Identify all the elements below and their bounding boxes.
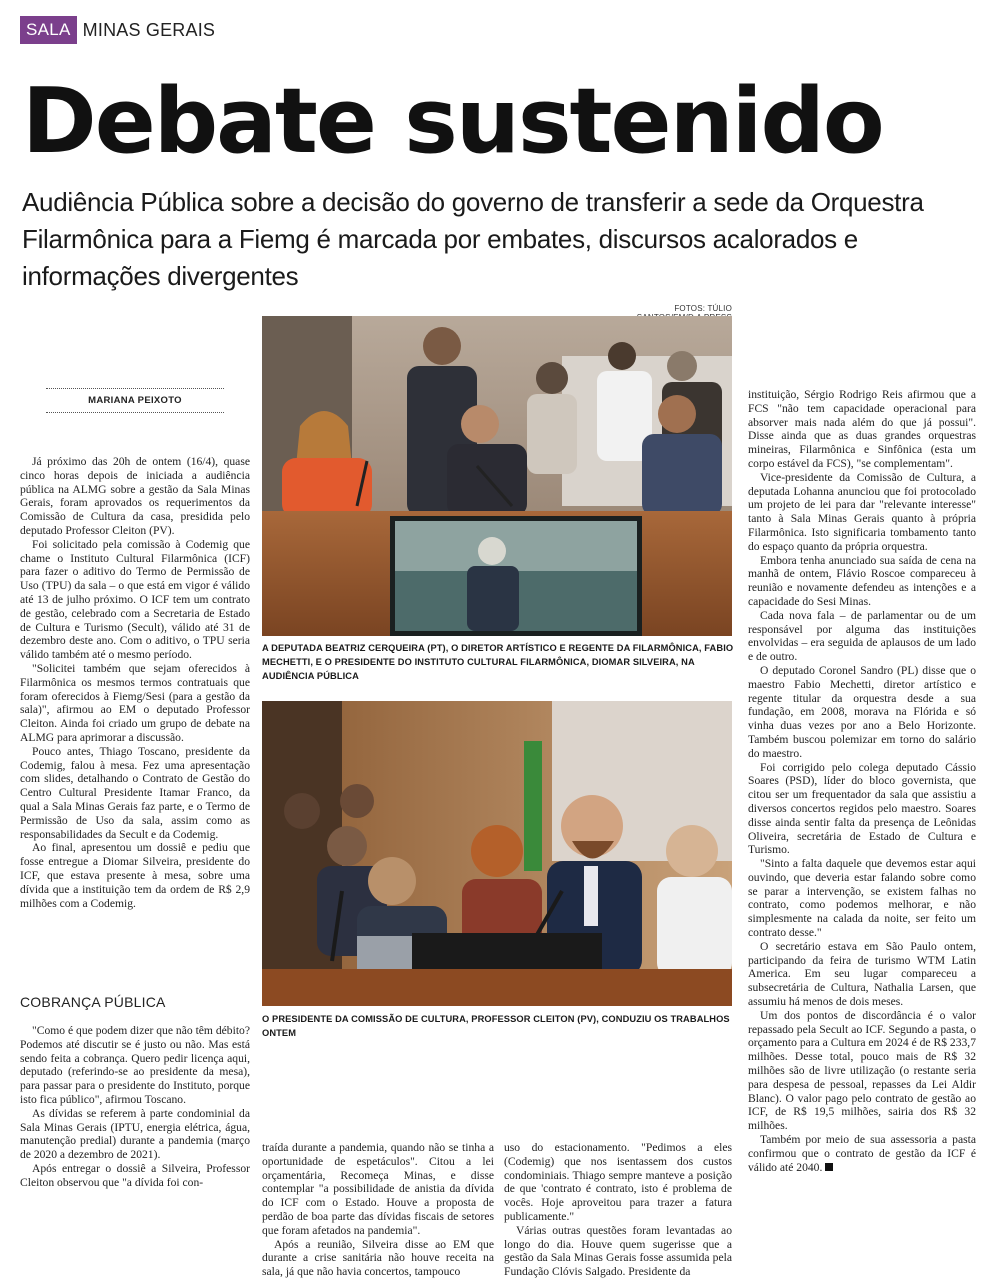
photo-committee-chair	[262, 701, 732, 1006]
headline: Debate sustenido	[22, 69, 883, 174]
article-column-2	[262, 1141, 494, 1279]
article-column-3	[504, 1141, 732, 1279]
article-column-1-bottom	[20, 1024, 250, 1190]
photo-hearing-panel-illustration	[262, 316, 732, 636]
article-column-1-top	[20, 455, 250, 910]
section-tag	[20, 16, 215, 44]
subheadline: Audiência Pública sobre a decisão do governo de transferir a sede da Orquestra Filarmônica para a Fiemg é marcada por embates, discursos acalorados e informações divergentes	[22, 187, 924, 291]
paragraph: "Como é que podem dizer que não têm débito? Podemos até discutir se é justo ou não. Mas está sendo feita a cobrança. Quero pedir licença aqui, deputado (referindo-se ao presidente da mesa), para passar para o presidente do Instituto, porque isto fica público", afirmou Toscano.	[20, 1024, 250, 1106]
section-subheading: COBRANÇA PÚBLICA	[20, 994, 166, 1010]
paragraph: traída durante a pandemia, quando não se tinha a oportunidade de espetáculos". Citou a lei orçamentária, Recomeça Minas, e disse contemplar "a possibilidade de anistia da dívida do ICF com o Estado. Houve a proposta de perdão de boa parte das dívidas fiscais de setores que foram afetados na pandemia".	[262, 1141, 494, 1237]
paragraph: Cada nova fala – de parlamentar ou de um responsável por alguma das instituições envolvidas – era seguida de aplausos de um lado e de outro.	[748, 608, 976, 664]
paragraph: O deputado Coronel Sandro (PL) disse que o maestro Fabio Mechetti, diretor artístico e regente titular da orquestra desde a sua fundação, em 2008, morava na Flórida e só vinha duas vezes por ano a Belo Horizonte. Também buscou polemizar em torno do salário do maestro.	[748, 663, 976, 760]
paragraph: Um dos pontos de discordância é o valor repassado pela Secult ao ICF. Segundo a pasta, o orçamento para a Cultura em 2024 é de R$ 233,7 milhões. Desse total, pouco mais de R$ 32 milhões são de livre utilização (o restante seria para despesa de pessoal, repasses da Lei Aldir Blanc). O valor pago pelo contrato de gestão ao ICF, de R$ 19,5 milhões, sairia dos R$ 32 milhões.	[748, 1008, 976, 1133]
paragraph: Embora tenha anunciado sua saída de cena na manhã de ontem, Flávio Roscoe compareceu à reunião e novamente defendeu as intenções e a capacidade do Sesi Minas.	[748, 553, 976, 608]
section-name: MINAS GERAIS	[82, 19, 216, 40]
article-column-4	[748, 388, 976, 1174]
photo-hearing-panel	[262, 316, 732, 636]
paragraph: Após a reunião, Silveira disse ao EM que durante a crise sanitária não houve receita na sala, já que não havia concertos, tampouco	[262, 1237, 494, 1279]
paragraph: Já próximo das 20h de ontem (16/4), quase cinco horas depois de iniciada a audiência pública na ALMG sobre a gestão da Sala Minas Gerais, foram aprovados os requerimentos da Comissão de Cultura da casa, presidida pelo deputado Professor Cleiton (PV).	[20, 455, 250, 537]
paragraph: Vice-presidente da Comissão de Cultura, a deputada Lohanna anunciou que foi protocolado um projeto de lei para dar "relevante interesse" tanto à Sala Minas Gerais quanto à própria Filarmônica. Isto significaria tombamento tanto do espaço quanto da própria orquestra.	[748, 470, 976, 553]
paragraph: instituição, Sérgio Rodrigo Reis afirmou que a FCS "não tem capacidade operacional para absorver mais nada além do que já possui". Disse ainda que as duas grandes orquestras mineiras, Filarmônica e Sinfônica (esta um corpo estável da FCS), "se complementam".	[748, 388, 976, 470]
photo-credit: FOTOS: TÚLIO	[674, 304, 732, 313]
byline: MARIANA PEIXOTO	[46, 388, 224, 413]
photo-caption-1: A DEPUTADA BEATRIZ CERQUEIRA (PT), O DIRETOR ARTÍSTICO E REGENTE DA FILARMÔNICA, FABIO MECHETTI, E O PRESIDENTE DO INSTITUTO CULTURAL FILARMÔNICA, DIOMAR SILVEIRA, NA AUDIÊNCIA PÚBLICA	[262, 643, 734, 681]
section-badge: SALA	[20, 16, 77, 44]
paragraph: "Sinto a falta daquele que devemos estar aqui ouvindo, que deveria estar falando sobre como se parar a intervenção, se existem falhas no contrato, como podemos melhorar, e não simplesmente na calada da noite, ser feito um contrato desse."	[748, 857, 976, 940]
paragraph: Foi corrigido pelo colega deputado Cássio Soares (PSD), líder do bloco governista, que citou ser um frequentador da sala que assistiu a diversos concertos regidos pelo maestro. Soares disse ainda sentir falta da presença de Leônidas Oliveira, secretária de Estado de Cultura e Turismo.	[748, 760, 976, 857]
paragraph	[748, 1133, 976, 1174]
paragraph: Pouco antes, Thiago Toscano, presidente da Codemig, falou à mesa. Fez uma apresentação com slides, detalhando o Contrato de Gestão do Centro Cultural Presidente Itamar Franco, da qual a Sala Minas Gerais faz parte, e o Termo de Permissão de Uso da sala, assim como as responsabilidades da Secult e da Codemig.	[20, 744, 250, 841]
paragraph: Após entregar o dossiê a Silveira, Professor Cleiton observou que "a dívida foi con-	[20, 1161, 250, 1189]
photo-caption-2: O PRESIDENTE DA COMISSÃO DE CULTURA, PROFESSOR CLEITON (PV), CONDUZIU OS TRABALHOS ONTEM	[262, 1014, 730, 1038]
paragraph: Várias outras questões foram levantadas ao longo do dia. Houve quem sugerisse que a gestão da Sala Minas Gerais fosse assumida pela Fundação Clóvis Salgado. Presidente da	[504, 1223, 732, 1279]
final-paragraph-text: Também por meio de sua assessoria a pasta confirmou que o contrato de gestão da ICF é válido até 2040.	[748, 1133, 976, 1174]
paragraph: O secretário estava em São Paulo ontem, participando da feira de turismo WTM Latin America. Em seu lugar compareceu a subsecretária de Cultura, Nathalia Larsen, que assumiu há menos de dois meses.	[748, 939, 976, 1009]
paragraph: "Solicitei também que sejam oferecidos à Filarmônica os mesmos termos contratuais que foram oferecidos à Fiemg/Sesi (para a gestão da sala)", afirmou ao EM o deputado Professor Cleiton. Ainda foi criado um grupo de debate na ALMG para aprimorar a discussão.	[20, 661, 250, 744]
paragraph: Ao final, apresentou um dossiê e pediu que fosse entregue a Diomar Silveira, presidente do ICF, que estava presente à mesa, sobre uma dívida que a instituição tem da ordem de R$ 2,9 milhões com a Codemig.	[20, 841, 250, 910]
end-of-article-mark	[825, 1163, 833, 1171]
paragraph: As dívidas se referem à parte condominial da Sala Minas Gerais (IPTU, energia elétrica, água, manutenção predial) durante a pandemia (março de 2020 a dezembro de 2021).	[20, 1106, 250, 1162]
paragraph: uso do estacionamento. "Pedimos a eles (Codemig) que nos isentassem dos custos condominiais. Thiago sempre manteve a posição de que 'contrato é contrato, isto é problema de vocês. Hoje aproveitou para trazer a fatura publicamente."	[504, 1141, 732, 1223]
paragraph: Foi solicitado pela comissão à Codemig que chame o Instituto Cultural Filarmônica (ICF) para fazer o aditivo do Termo de Permissão de Uso (TPU) da sala – o que está em vigor é válido até 13 de julho próximo. O ICF tem um contrato de gestão, celebrado com a Secretaria de Estado de Cultura e Turismo (Secult), válido até 31 de dezembro deste ano. Com o aditivo, o TPU seria válido também até o mesmo período.	[20, 537, 250, 662]
photo-committee-chair-illustration	[262, 701, 732, 1006]
